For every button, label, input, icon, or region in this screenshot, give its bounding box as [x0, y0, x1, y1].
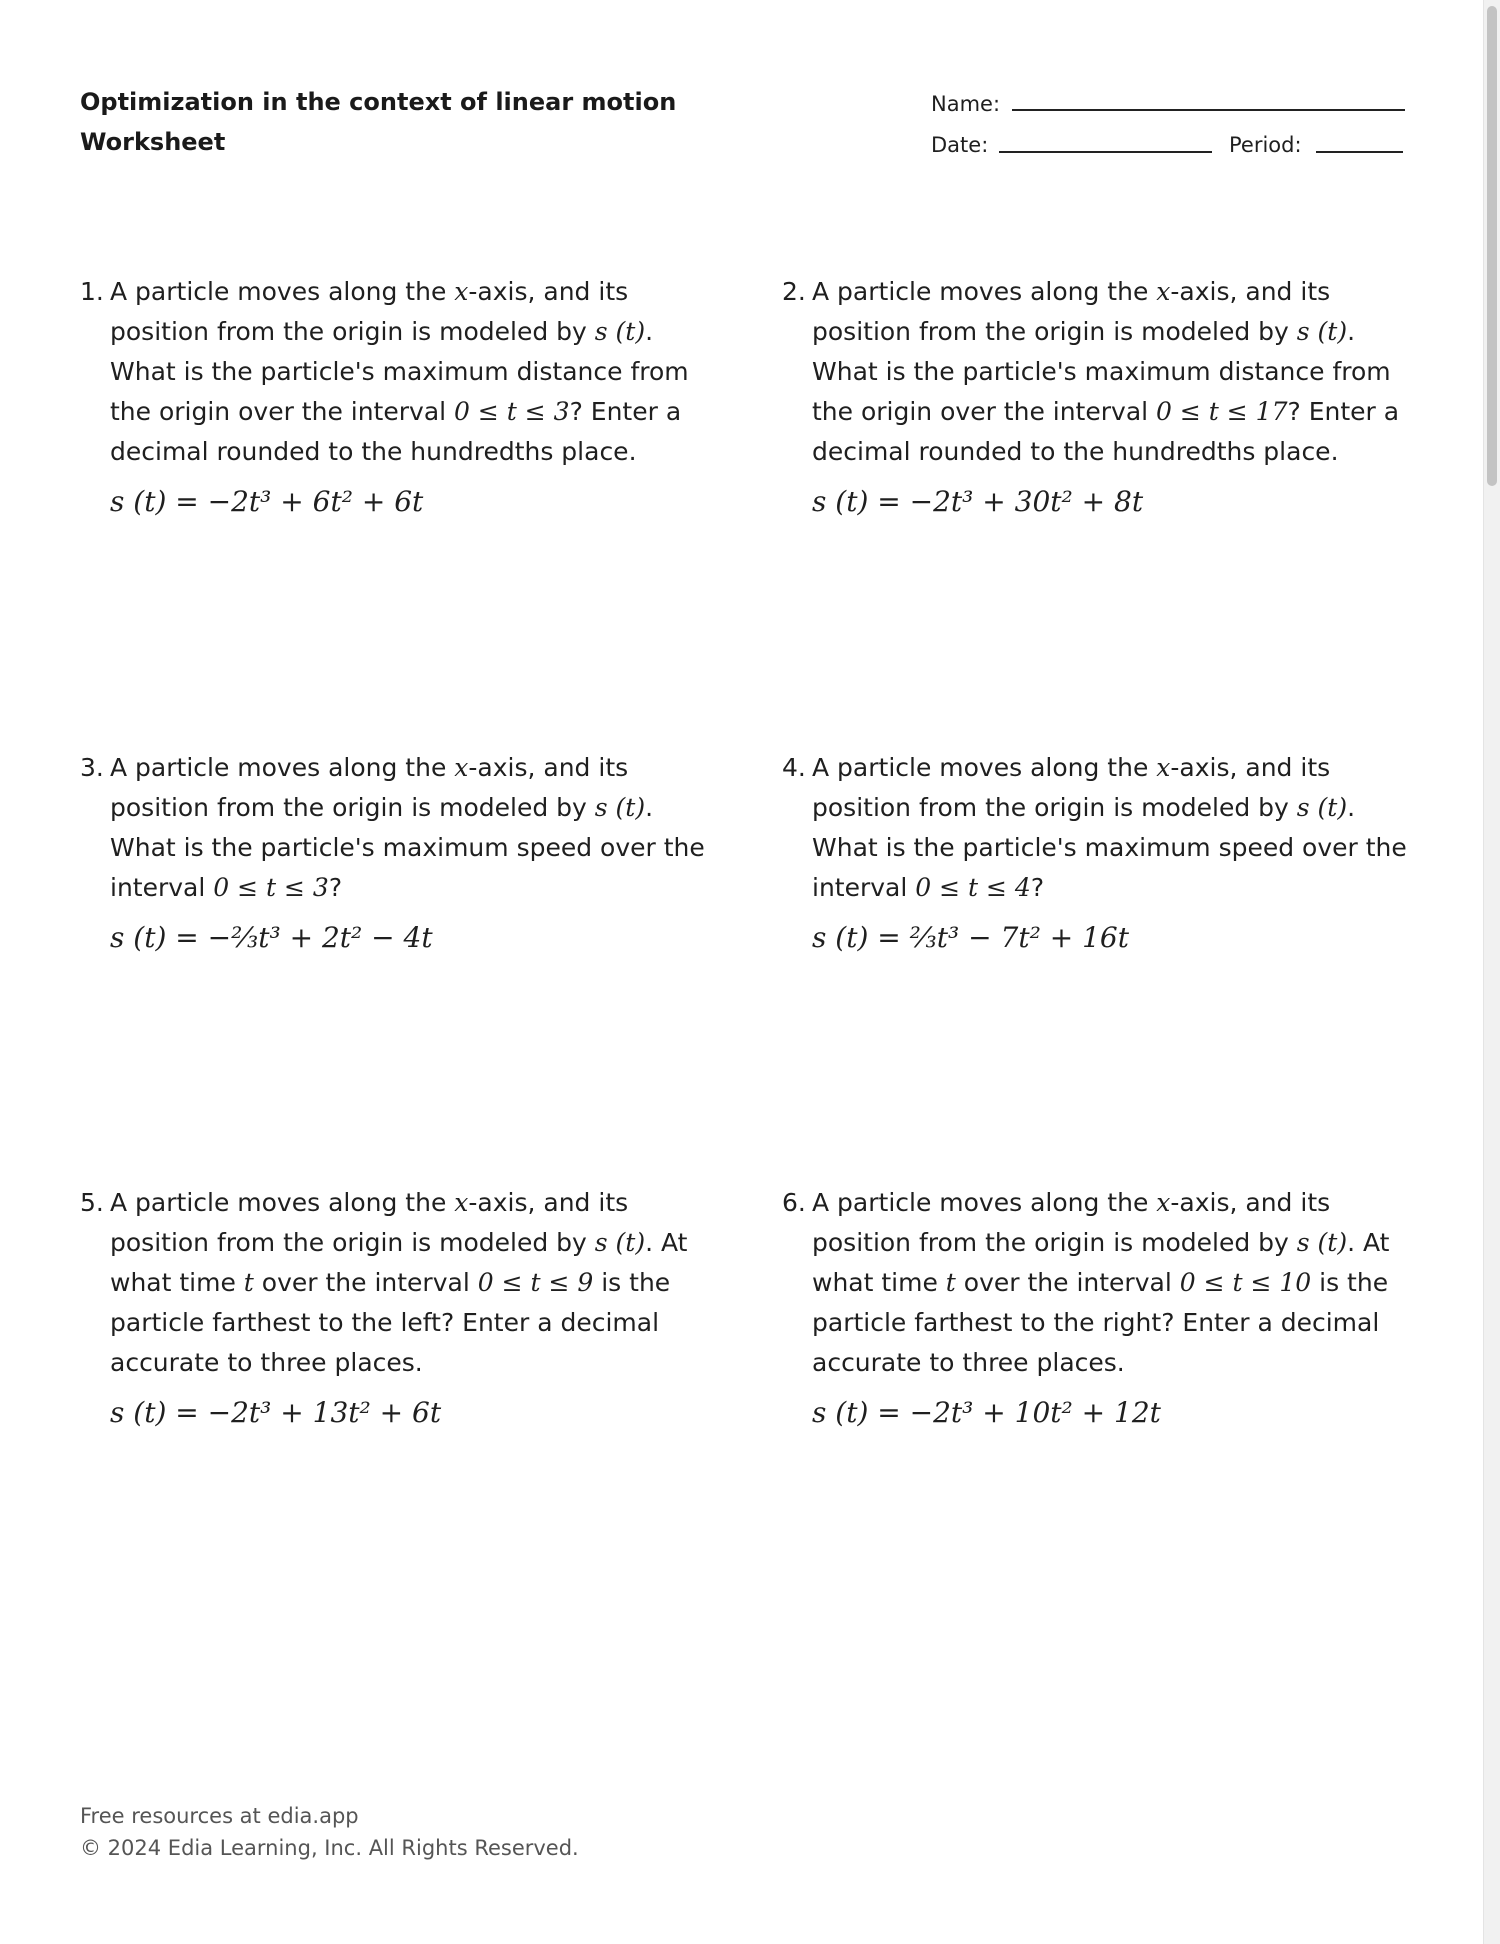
problem-text: over the interval — [955, 1268, 1180, 1297]
problem-text: . At — [1347, 1228, 1390, 1257]
problem-text: over the interval — [253, 1268, 478, 1297]
problem-text: the origin over the interval — [812, 397, 1157, 426]
problem-text: ? — [328, 873, 343, 902]
problem-text: position from the origin is modeled by — [812, 317, 1297, 346]
math-var: x — [454, 1188, 469, 1217]
problem-number: 5. — [80, 1188, 104, 1217]
problem-number: 6. — [782, 1188, 806, 1217]
math-expr: s (t) — [1296, 1228, 1348, 1257]
formula-lhs: s (t) = — [110, 485, 199, 518]
problem-6 — [782, 1183, 1390, 1433]
problem-text: what time — [812, 1268, 946, 1297]
math-expr: s (t) — [594, 1228, 646, 1257]
position-formula — [80, 482, 670, 522]
position-formula — [80, 1393, 670, 1433]
problem-1 — [80, 272, 689, 522]
name-line — [1012, 109, 1405, 111]
problem-text: What is the particle's maximum speed over the — [110, 833, 705, 862]
problem-text: -axis, and its — [1170, 1188, 1331, 1217]
problem-text: -axis, and its — [1170, 753, 1331, 782]
problem-text: A particle moves along the — [110, 753, 455, 782]
problem-text: accurate to three places. — [110, 1348, 423, 1377]
problem-text: accurate to three places. — [812, 1348, 1125, 1377]
formula-lhs: s (t) = — [110, 1396, 199, 1429]
problem-4 — [782, 748, 1407, 958]
formula-rhs: −2t³ + 10t² + 12t — [909, 1396, 1161, 1429]
problem-text: What is the particle's maximum distance from — [812, 357, 1391, 386]
formula-lhs: s (t) = — [812, 1396, 901, 1429]
formula-rhs: ⅔t³ − 7t² + 16t — [909, 921, 1129, 954]
problem-text: A particle moves along the — [812, 753, 1157, 782]
footer-copyright: © 2024 Edia Learning, Inc. All Rights Reserved. — [80, 1836, 579, 1860]
formula-lhs: s (t) = — [812, 485, 901, 518]
position-formula — [782, 918, 1372, 958]
math-var: t — [945, 1268, 956, 1297]
formula-rhs: −2t³ + 13t² + 6t — [207, 1396, 442, 1429]
problem-3 — [80, 748, 705, 958]
problem-number: 2. — [782, 277, 806, 306]
position-formula — [782, 482, 1372, 522]
problem-text: position from the origin is modeled by — [110, 1228, 595, 1257]
period-line — [1316, 151, 1403, 153]
problem-text: position from the origin is modeled by — [110, 317, 595, 346]
problem-text: ? Enter a — [569, 397, 682, 426]
formula-lhs: s (t) = — [812, 921, 901, 954]
formula-rhs: −2t³ + 6t² + 6t — [207, 485, 424, 518]
problem-text: position from the origin is modeled by — [812, 793, 1297, 822]
math-expr: s (t) — [1296, 793, 1348, 822]
problem-text: interval — [812, 873, 916, 902]
title-line-2: Worksheet — [80, 128, 226, 156]
problem-text: position from the origin is modeled by — [110, 793, 595, 822]
problem-text: A particle moves along the — [110, 1188, 455, 1217]
math-interval: 0 ≤ t ≤ 3 — [213, 873, 329, 902]
math-interval: 0 ≤ t ≤ 10 — [1179, 1268, 1312, 1297]
math-var: x — [1156, 753, 1171, 782]
math-expr: s (t) — [594, 793, 646, 822]
problem-number: 3. — [80, 753, 104, 782]
math-interval: 0 ≤ t ≤ 4 — [915, 873, 1031, 902]
problem-text: -axis, and its — [468, 1188, 629, 1217]
problem-text: decimal rounded to the hundredths place. — [812, 437, 1339, 466]
formula-lhs: s (t) = — [110, 921, 199, 954]
problem-text: decimal rounded to the hundredths place. — [110, 437, 637, 466]
problem-text: what time — [110, 1268, 244, 1297]
problem-5 — [80, 1183, 688, 1433]
worksheet-title — [80, 82, 676, 162]
math-expr: s (t) — [1296, 317, 1348, 346]
problem-text: What is the particle's maximum distance from — [110, 357, 689, 386]
problem-text: . — [645, 793, 654, 822]
scrollbar-thumb[interactable] — [1487, 6, 1497, 486]
math-interval: 0 ≤ t ≤ 3 — [454, 397, 570, 426]
math-var: x — [1156, 1188, 1171, 1217]
math-interval: 0 ≤ t ≤ 9 — [477, 1268, 594, 1297]
problem-text: What is the particle's maximum speed over the — [812, 833, 1407, 862]
problem-text: . At — [645, 1228, 688, 1257]
problem-text: . — [1347, 793, 1356, 822]
math-var: x — [454, 277, 469, 306]
problem-text: is the — [1311, 1268, 1389, 1297]
period-label: Period: — [1229, 133, 1302, 157]
title-line-1: Optimization in the context of linear motion — [80, 88, 677, 116]
problem-text: ? Enter a — [1287, 397, 1400, 426]
problem-text: . — [1347, 317, 1356, 346]
problem-number: 4. — [782, 753, 806, 782]
position-formula — [80, 918, 670, 958]
problem-text: particle farthest to the right? Enter a decimal — [812, 1308, 1380, 1337]
math-var: t — [243, 1268, 254, 1297]
math-var: x — [1156, 277, 1171, 306]
position-formula — [782, 1393, 1372, 1433]
problem-2 — [782, 272, 1400, 522]
problem-text: ? — [1030, 873, 1045, 902]
math-var: x — [454, 753, 469, 782]
footer-resources: Free resources at edia.app — [80, 1804, 359, 1828]
formula-rhs: −⅔t³ + 2t² − 4t — [207, 921, 433, 954]
problem-text: the origin over the interval — [110, 397, 455, 426]
problem-text: is the — [593, 1268, 671, 1297]
formula-rhs: −2t³ + 30t² + 8t — [909, 485, 1144, 518]
date-line — [999, 151, 1212, 153]
problem-text: A particle moves along the — [812, 277, 1157, 306]
problem-text: -axis, and its — [1170, 277, 1331, 306]
problem-text: -axis, and its — [468, 753, 629, 782]
name-label: Name: — [931, 92, 1001, 116]
problem-text: interval — [110, 873, 214, 902]
problem-text: A particle moves along the — [812, 1188, 1157, 1217]
problem-text: . — [645, 317, 654, 346]
math-expr: s (t) — [594, 317, 646, 346]
problem-text: A particle moves along the — [110, 277, 455, 306]
problem-number: 1. — [80, 277, 104, 306]
vertical-scrollbar[interactable] — [1483, 0, 1500, 1944]
problem-text: -axis, and its — [468, 277, 629, 306]
math-interval: 0 ≤ t ≤ 17 — [1156, 397, 1288, 426]
problem-text: position from the origin is modeled by — [812, 1228, 1297, 1257]
date-label: Date: — [931, 133, 989, 157]
footer — [80, 1800, 579, 1864]
problem-text: particle farthest to the left? Enter a decimal — [110, 1308, 660, 1337]
